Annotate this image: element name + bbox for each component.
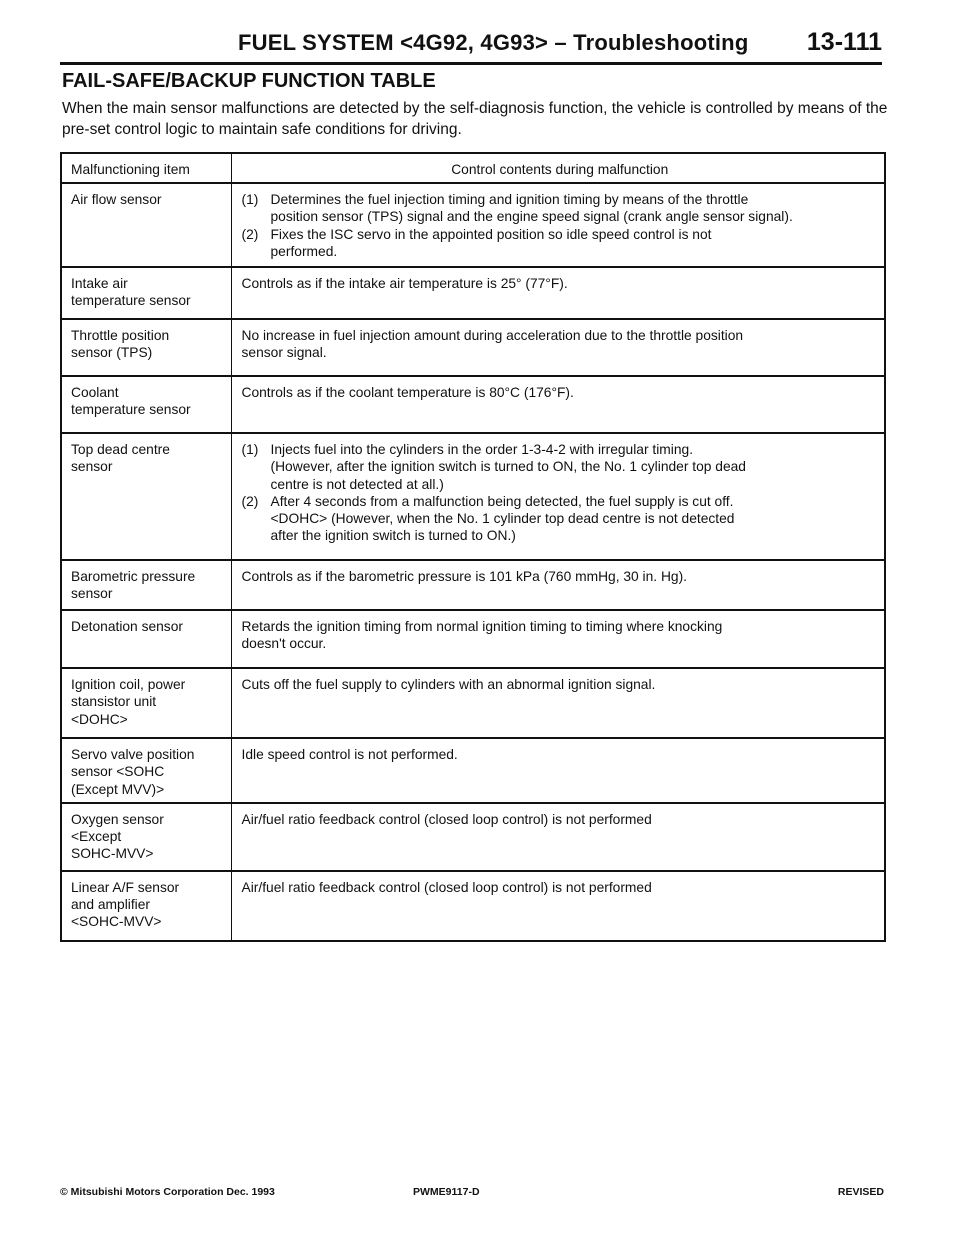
entry-text: After 4 seconds from a malfunction being detected, the fuel supply is cut off. <DOHC> (However, when the No. 1 cylinder top dead centre is not detected after the ignition switch is turned to ON.) — [270, 493, 735, 544]
entry-number: (2) — [241, 493, 259, 509]
control-entry — [242, 493, 879, 545]
malfunction-item — [61, 376, 231, 433]
malfunction-item — [61, 319, 231, 376]
malfunction-item-text: Air flow sensor — [71, 192, 162, 208]
table-row — [61, 610, 885, 668]
control-content — [231, 267, 885, 319]
table-header-row — [61, 153, 885, 183]
control-content — [231, 560, 885, 610]
header-title: FUEL SYSTEM <4G92, 4G93> – Troubleshooting — [238, 30, 749, 55]
entry-text: Injects fuel into the cylinders in the order 1-3-4-2 with irregular timing. (However, after the ignition switch is turned to ON, the No. 1 cylinder top dead centre is not detected at all.) — [270, 442, 746, 492]
page-header — [60, 26, 882, 65]
malfunction-item — [61, 560, 231, 610]
malfunction-item-text: Coolant temperature sensor — [71, 385, 191, 418]
malfunction-item-text: Intake air temperature sensor — [71, 276, 191, 309]
control-content — [231, 183, 885, 267]
control-content — [231, 668, 885, 738]
malfunction-item-text: Linear A/F sensor and amplifier <SOHC-MVV> — [71, 879, 180, 930]
header-control: Control contents during malfunction — [231, 153, 885, 183]
entry-text: Determines the fuel injection timing and ignition timing by means of the throttle position sensor (TPS) signal and the engine speed signal (crank angle sensor signal). — [270, 192, 793, 225]
control-text: No increase in fuel injection amount during acceleration due to the throttle position sensor signal. — [241, 328, 744, 361]
fail-safe-table — [60, 152, 886, 942]
control-content — [231, 319, 885, 376]
header-item: Malfunctioning item — [61, 153, 231, 183]
control-content — [231, 803, 885, 871]
malfunction-item — [61, 738, 231, 803]
control-text: Controls as if the barometric pressure is 101 kPa (760 mmHg, 30 in. Hg). — [241, 569, 688, 585]
control-content — [231, 376, 885, 433]
malfunction-item-text: Servo valve position sensor <SOHC (Except MVV)> — [71, 747, 195, 797]
control-text: Controls as if the intake air temperature is 25° (77°F). — [241, 276, 568, 292]
control-content — [231, 871, 885, 941]
section-heading: FAIL-SAFE/BACKUP FUNCTION TABLE — [62, 70, 436, 92]
malfunction-item — [61, 267, 231, 319]
control-entry — [242, 441, 879, 493]
entry-number: (1) — [241, 192, 259, 208]
entry-text: Fixes the ISC servo in the appointed position so idle speed control is not performed. — [270, 226, 712, 259]
control-text: Controls as if the coolant temperature is 80°C (176°F). — [241, 385, 574, 401]
footer-copyright: © Mitsubishi Motors Corporation Dec. 1993 — [60, 1186, 275, 1198]
intro-paragraph: When the main sensor malfunctions are detected by the self-diagnosis function, the vehicle is controlled by means of the pre-set control logic to maintain safe conditions for driving. — [62, 100, 888, 138]
malfunction-item — [61, 803, 231, 871]
table-row — [61, 871, 885, 941]
table-row — [61, 319, 885, 376]
control-content — [231, 610, 885, 668]
malfunction-item-text: Barometric pressure sensor — [71, 569, 196, 602]
control-entry — [242, 191, 879, 225]
malfunction-item-text: Oxygen sensor <Except SOHC-MVV> — [71, 811, 164, 862]
control-text: Idle speed control is not performed. — [241, 747, 458, 763]
control-entry — [242, 226, 879, 260]
entry-number: (1) — [241, 442, 259, 458]
table-row — [61, 183, 885, 267]
malfunction-item-text: Ignition coil, power stansistor unit <DOHC> — [71, 677, 186, 727]
control-text: Air/fuel ratio feedback control (closed loop control) is not performed — [241, 811, 652, 827]
malfunction-item — [61, 668, 231, 738]
table-row — [61, 433, 885, 560]
table-row — [61, 803, 885, 871]
table-row — [61, 560, 885, 610]
malfunction-item-text: Top dead centre sensor — [71, 442, 170, 475]
control-text: Retards the ignition timing from normal ignition timing to timing where knocking doesn't occur. — [241, 619, 723, 652]
table-row — [61, 738, 885, 803]
table-body — [61, 183, 885, 941]
table-row — [61, 376, 885, 433]
malfunction-item — [61, 433, 231, 560]
page-number: 13-111 — [806, 28, 882, 56]
malfunction-item-text: Throttle position sensor (TPS) — [71, 328, 170, 361]
control-text: Cuts off the fuel supply to cylinders with an abnormal ignition signal. — [241, 677, 656, 693]
footer-doc-code: PWME9117-D — [413, 1186, 480, 1198]
malfunction-item — [61, 871, 231, 941]
control-text: Air/fuel ratio feedback control (closed loop control) is not performed — [241, 879, 652, 895]
entry-number: (2) — [241, 226, 259, 242]
table-row — [61, 668, 885, 738]
control-content — [231, 433, 885, 560]
malfunction-item-text: Detonation sensor — [71, 619, 183, 635]
malfunction-item — [61, 183, 231, 267]
control-content — [231, 738, 885, 803]
table-row — [61, 267, 885, 319]
footer-status: REVISED — [837, 1186, 884, 1198]
malfunction-item — [61, 610, 231, 668]
